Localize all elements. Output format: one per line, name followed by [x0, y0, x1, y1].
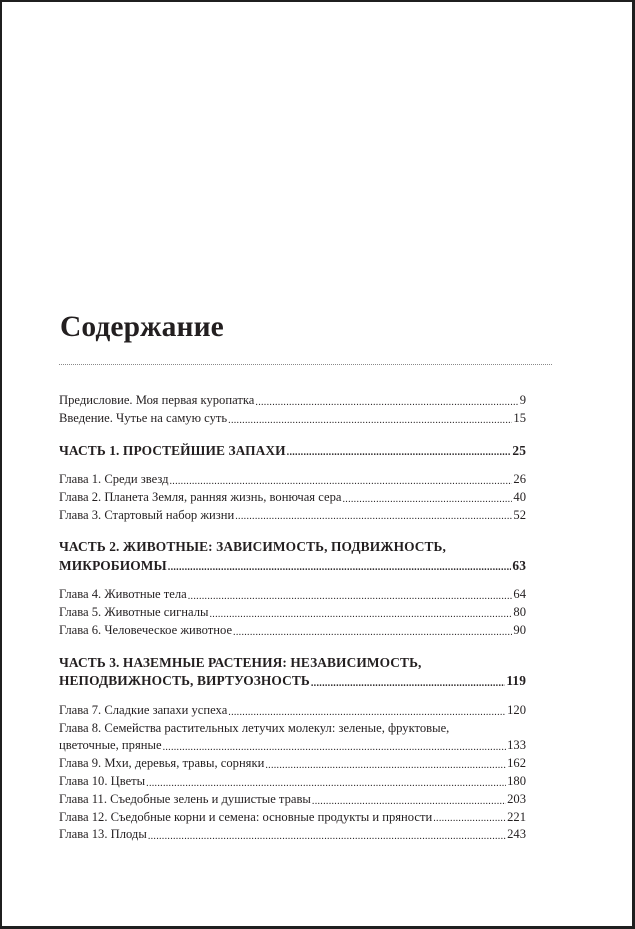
- toc-entry-preface[interactable]: [59, 392, 526, 410]
- page-number: 26: [513, 472, 526, 487]
- page-number: 40: [513, 489, 526, 504]
- toc-part-3[interactable]: [59, 654, 526, 691]
- page-number: 15: [513, 410, 526, 425]
- part-title: ЧАСТЬ 3. НАЗЕМНЫЕ РАСТЕНИЯ: НЕЗАВИСИМОСТЬ,: [59, 654, 422, 670]
- entry-continuation: [59, 737, 526, 755]
- entry-label-continued: цветочные, пряные: [59, 738, 162, 753]
- dot-leader: [169, 475, 512, 489]
- dot-leader: [163, 741, 507, 755]
- dot-leader: [188, 590, 513, 604]
- toc-entry-chapter-8[interactable]: [59, 720, 526, 756]
- dot-leader: [148, 830, 506, 844]
- page-number: 90: [513, 623, 526, 638]
- part-title-continued: НЕПОДВИЖНОСТЬ, ВИРТУОЗНОСТЬ: [59, 673, 310, 689]
- part-3-chapters: [59, 702, 526, 844]
- entry-label: Глава 12. Съедобные корни и семена: основные продукты и пряности: [59, 809, 433, 824]
- entry-label: Глава 11. Съедобные зелень и душистые травы: [59, 791, 311, 806]
- toc-part-2[interactable]: [59, 538, 526, 575]
- toc-entry-introduction[interactable]: [59, 410, 526, 428]
- toc-entry-chapter-11[interactable]: [59, 791, 526, 809]
- part-title-line: [59, 442, 526, 461]
- page-number: 221: [507, 809, 526, 824]
- page-number: 52: [513, 507, 526, 522]
- page-number: 162: [507, 756, 526, 771]
- page-number: 9: [519, 393, 526, 407]
- page-number: 25: [512, 442, 526, 458]
- toc-entry-chapter-6[interactable]: [59, 622, 526, 640]
- entry-label: Глава 5. Животные сигналы: [59, 605, 209, 620]
- part-title: ЧАСТЬ 2. ЖИВОТНЫЕ: ЗАВИСИМОСТЬ, ПОДВИЖНОСТЬ,: [59, 539, 446, 555]
- entry-label: Глава 4. Животные тела: [59, 587, 187, 602]
- dot-leader: [168, 561, 512, 575]
- table-of-contents: [59, 392, 526, 844]
- page-number: 80: [513, 605, 526, 620]
- entry-label: Предисловие. Моя первая куропатка: [59, 393, 255, 407]
- page-number: 243: [507, 827, 526, 842]
- entry-label: Глава 13. Плоды: [59, 827, 147, 842]
- dotted-divider: [59, 364, 552, 365]
- page-number: 119: [506, 673, 526, 689]
- entry-label: Глава 2. Планета Земля, ранняя жизнь, вонючая сера: [59, 489, 342, 504]
- entry-label: Глава 9. Мхи, деревья, травы, сорняки: [59, 756, 265, 771]
- part-title-continued: МИКРОБИОМЫ: [59, 557, 167, 573]
- part-1-chapters: [59, 471, 526, 524]
- dot-leader: [228, 414, 512, 428]
- part-title: ЧАСТЬ 1. ПРОСТЕЙШИЕ ЗАПАХИ: [59, 442, 286, 458]
- page-title: Содержание: [60, 311, 224, 343]
- entry-label: Глава 1. Среди звезд: [59, 472, 169, 487]
- page-number: 120: [507, 702, 526, 717]
- toc-part-1[interactable]: [59, 442, 526, 461]
- part-title-line: [59, 672, 526, 691]
- part-2-chapters: [59, 586, 526, 639]
- page-number: 203: [507, 791, 526, 806]
- dot-leader: [146, 777, 506, 791]
- dot-leader: [209, 608, 512, 622]
- toc-entry-chapter-12[interactable]: [59, 809, 526, 827]
- page-number: 64: [513, 587, 526, 602]
- toc-entry-chapter-9[interactable]: [59, 755, 526, 773]
- page-number: 63: [512, 557, 526, 573]
- dot-leader: [228, 706, 506, 720]
- toc-entry-chapter-1[interactable]: [59, 471, 526, 489]
- entry-label: Глава 6. Человеческое животное: [59, 623, 233, 638]
- toc-entry-chapter-7[interactable]: [59, 702, 526, 720]
- page-number: 180: [507, 774, 526, 789]
- dot-leader: [287, 446, 512, 460]
- dot-leader: [342, 493, 512, 507]
- entry-label: Глава 3. Стартовый набор жизни: [59, 507, 235, 522]
- part-title-line: [59, 557, 526, 576]
- page-number: 133: [507, 738, 526, 753]
- dot-leader: [265, 759, 506, 773]
- toc-entry-chapter-5[interactable]: [59, 604, 526, 622]
- dot-leader: [312, 795, 506, 809]
- entry-label: Глава 7. Сладкие запахи успеха: [59, 702, 228, 717]
- dot-leader: [233, 626, 512, 640]
- dot-leader: [255, 396, 518, 410]
- toc-entry-chapter-2[interactable]: [59, 489, 526, 507]
- toc-entry-chapter-3[interactable]: [59, 507, 526, 525]
- toc-entry-chapter-13[interactable]: [59, 826, 526, 844]
- dot-leader: [311, 677, 505, 691]
- entry-label: Глава 10. Цветы: [59, 774, 146, 789]
- entry-label: Введение. Чутье на самую суть: [59, 410, 228, 425]
- dot-leader: [433, 812, 506, 826]
- dot-leader: [235, 510, 512, 524]
- toc-entry-chapter-10[interactable]: [59, 773, 526, 791]
- entry-label: Глава 8. Семейства растительных летучих молекул: зеленые, фруктовые,: [59, 720, 450, 735]
- toc-entry-chapter-4[interactable]: [59, 586, 526, 604]
